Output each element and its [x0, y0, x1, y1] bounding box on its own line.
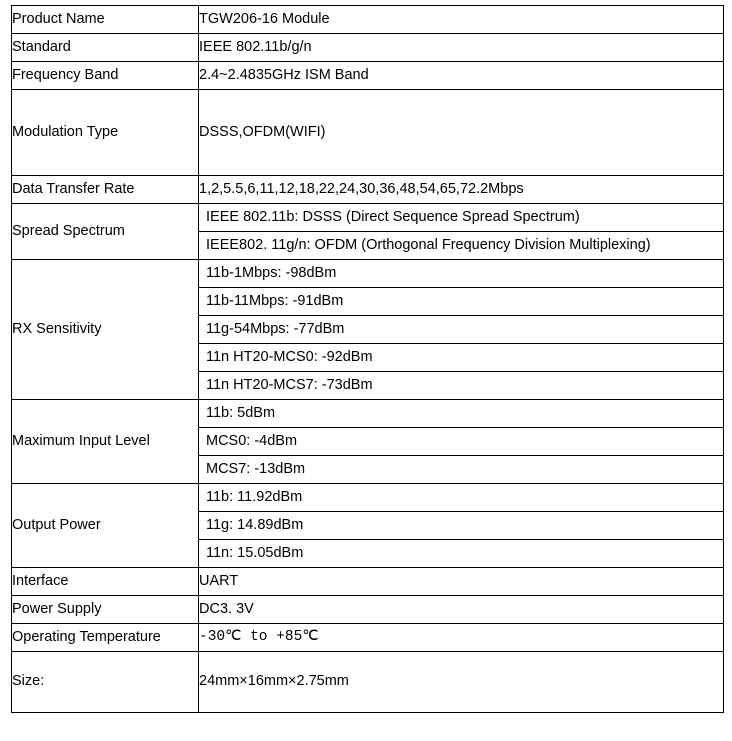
row-value-maximum-input-level: [199, 400, 724, 484]
row-value-data-transfer-rate: 1,2,5.5,6,11,12,18,22,24,30,36,48,54,65,72.2Mbps: [199, 176, 724, 204]
row-label-operating-temperature: Operating Temperature: [12, 624, 199, 652]
rx-sensitivity-item-4: 11n HT20-MCS7: -73dBm: [206, 376, 373, 393]
table-row: [12, 6, 724, 34]
sub-row: [199, 372, 723, 400]
table-row: [12, 596, 724, 624]
rx-sensitivity-item-2: 11g-54Mbps: -77dBm: [199, 316, 723, 344]
row-value-output-power: [199, 484, 724, 568]
row-value-operating-temperature: -30℃ to +85℃: [199, 624, 724, 652]
spread-spectrum-item-0: IEEE 802.11b: DSSS (Direct Sequence Spread Spectrum): [199, 204, 723, 232]
row-label-interface: Interface: [12, 568, 199, 596]
row-label-product-name: Product Name: [12, 6, 199, 34]
table-row: [12, 400, 724, 484]
row-label-modulation-type: Modulation Type: [12, 90, 199, 176]
sub-row: [199, 484, 723, 512]
rx-sensitivity-sublist: [199, 260, 723, 399]
row-label-spread-spectrum: Spread Spectrum: [12, 204, 199, 260]
row-value-product-name: TGW206-16 Module: [199, 6, 724, 34]
row-value-interface: UART: [199, 568, 724, 596]
row-value-size: 24mm×16mm×2.75mm: [199, 652, 724, 713]
output-power-sublist: [199, 484, 723, 567]
maximum-input-level-item-0: 11b: 5dBm: [199, 400, 723, 428]
sub-row: [199, 428, 723, 456]
sub-row: [199, 400, 723, 428]
table-row: [12, 176, 724, 204]
row-value-frequency-band: 2.4~2.4835GHz ISM Band: [199, 62, 724, 90]
row-label-size: Size:: [12, 652, 199, 713]
row-label-standard: Standard: [12, 34, 199, 62]
table-row: [12, 624, 724, 652]
output-power-item-1: 11g: 14.89dBm: [199, 512, 723, 540]
output-power-item-0: 11b: 11.92dBm: [199, 484, 723, 512]
table-row: [12, 34, 724, 62]
row-label-data-transfer-rate: Data Transfer Rate: [12, 176, 199, 204]
table-row: [12, 260, 724, 400]
row-label-rx-sensitivity: RX Sensitivity: [12, 260, 199, 400]
table-row: [12, 484, 724, 568]
table-row: [12, 568, 724, 596]
sub-row: [199, 456, 723, 484]
sub-row: [199, 512, 723, 540]
row-label-frequency-band: Frequency Band: [12, 62, 199, 90]
table-row: [12, 652, 724, 713]
rx-sensitivity-item-3: 11n HT20-MCS0: -92dBm: [199, 344, 723, 372]
spec-table-body: [12, 6, 724, 713]
sub-row: [199, 260, 723, 288]
table-row: [12, 204, 724, 260]
maximum-input-level-sublist: [199, 400, 723, 483]
sub-row: [199, 316, 723, 344]
output-power-item-2: 11n: 15.05dBm: [206, 544, 304, 561]
table-row: [12, 62, 724, 90]
sub-row: [199, 344, 723, 372]
sub-row: [199, 232, 723, 260]
maximum-input-level-item-2: MCS7: -13dBm: [206, 460, 306, 477]
row-label-power-supply: Power Supply: [12, 596, 199, 624]
row-value-power-supply: DC3. 3V: [199, 596, 724, 624]
row-label-maximum-input-level: Maximum Input Level: [12, 400, 199, 484]
row-value-modulation-type: DSSS,OFDM(WIFI): [199, 90, 724, 176]
rx-sensitivity-item-0: 11b-1Mbps: -98dBm: [199, 260, 723, 288]
sub-row: [199, 204, 723, 232]
row-value-standard: IEEE 802.11b/g/n: [199, 34, 724, 62]
spread-spectrum-item-1: IEEE802. 11g/n: OFDM (Orthogonal Frequency Division Multiplexing): [206, 236, 651, 253]
table-row: [12, 90, 724, 176]
row-label-output-power: Output Power: [12, 484, 199, 568]
rx-sensitivity-item-1: 11b-11Mbps: -91dBm: [199, 288, 723, 316]
row-value-spread-spectrum: [199, 204, 724, 260]
sub-row: [199, 540, 723, 568]
spread-spectrum-sublist: [199, 204, 723, 259]
maximum-input-level-item-1: MCS0: -4dBm: [199, 428, 723, 456]
specification-table: [11, 5, 724, 713]
sub-row: [199, 288, 723, 316]
row-value-rx-sensitivity: [199, 260, 724, 400]
